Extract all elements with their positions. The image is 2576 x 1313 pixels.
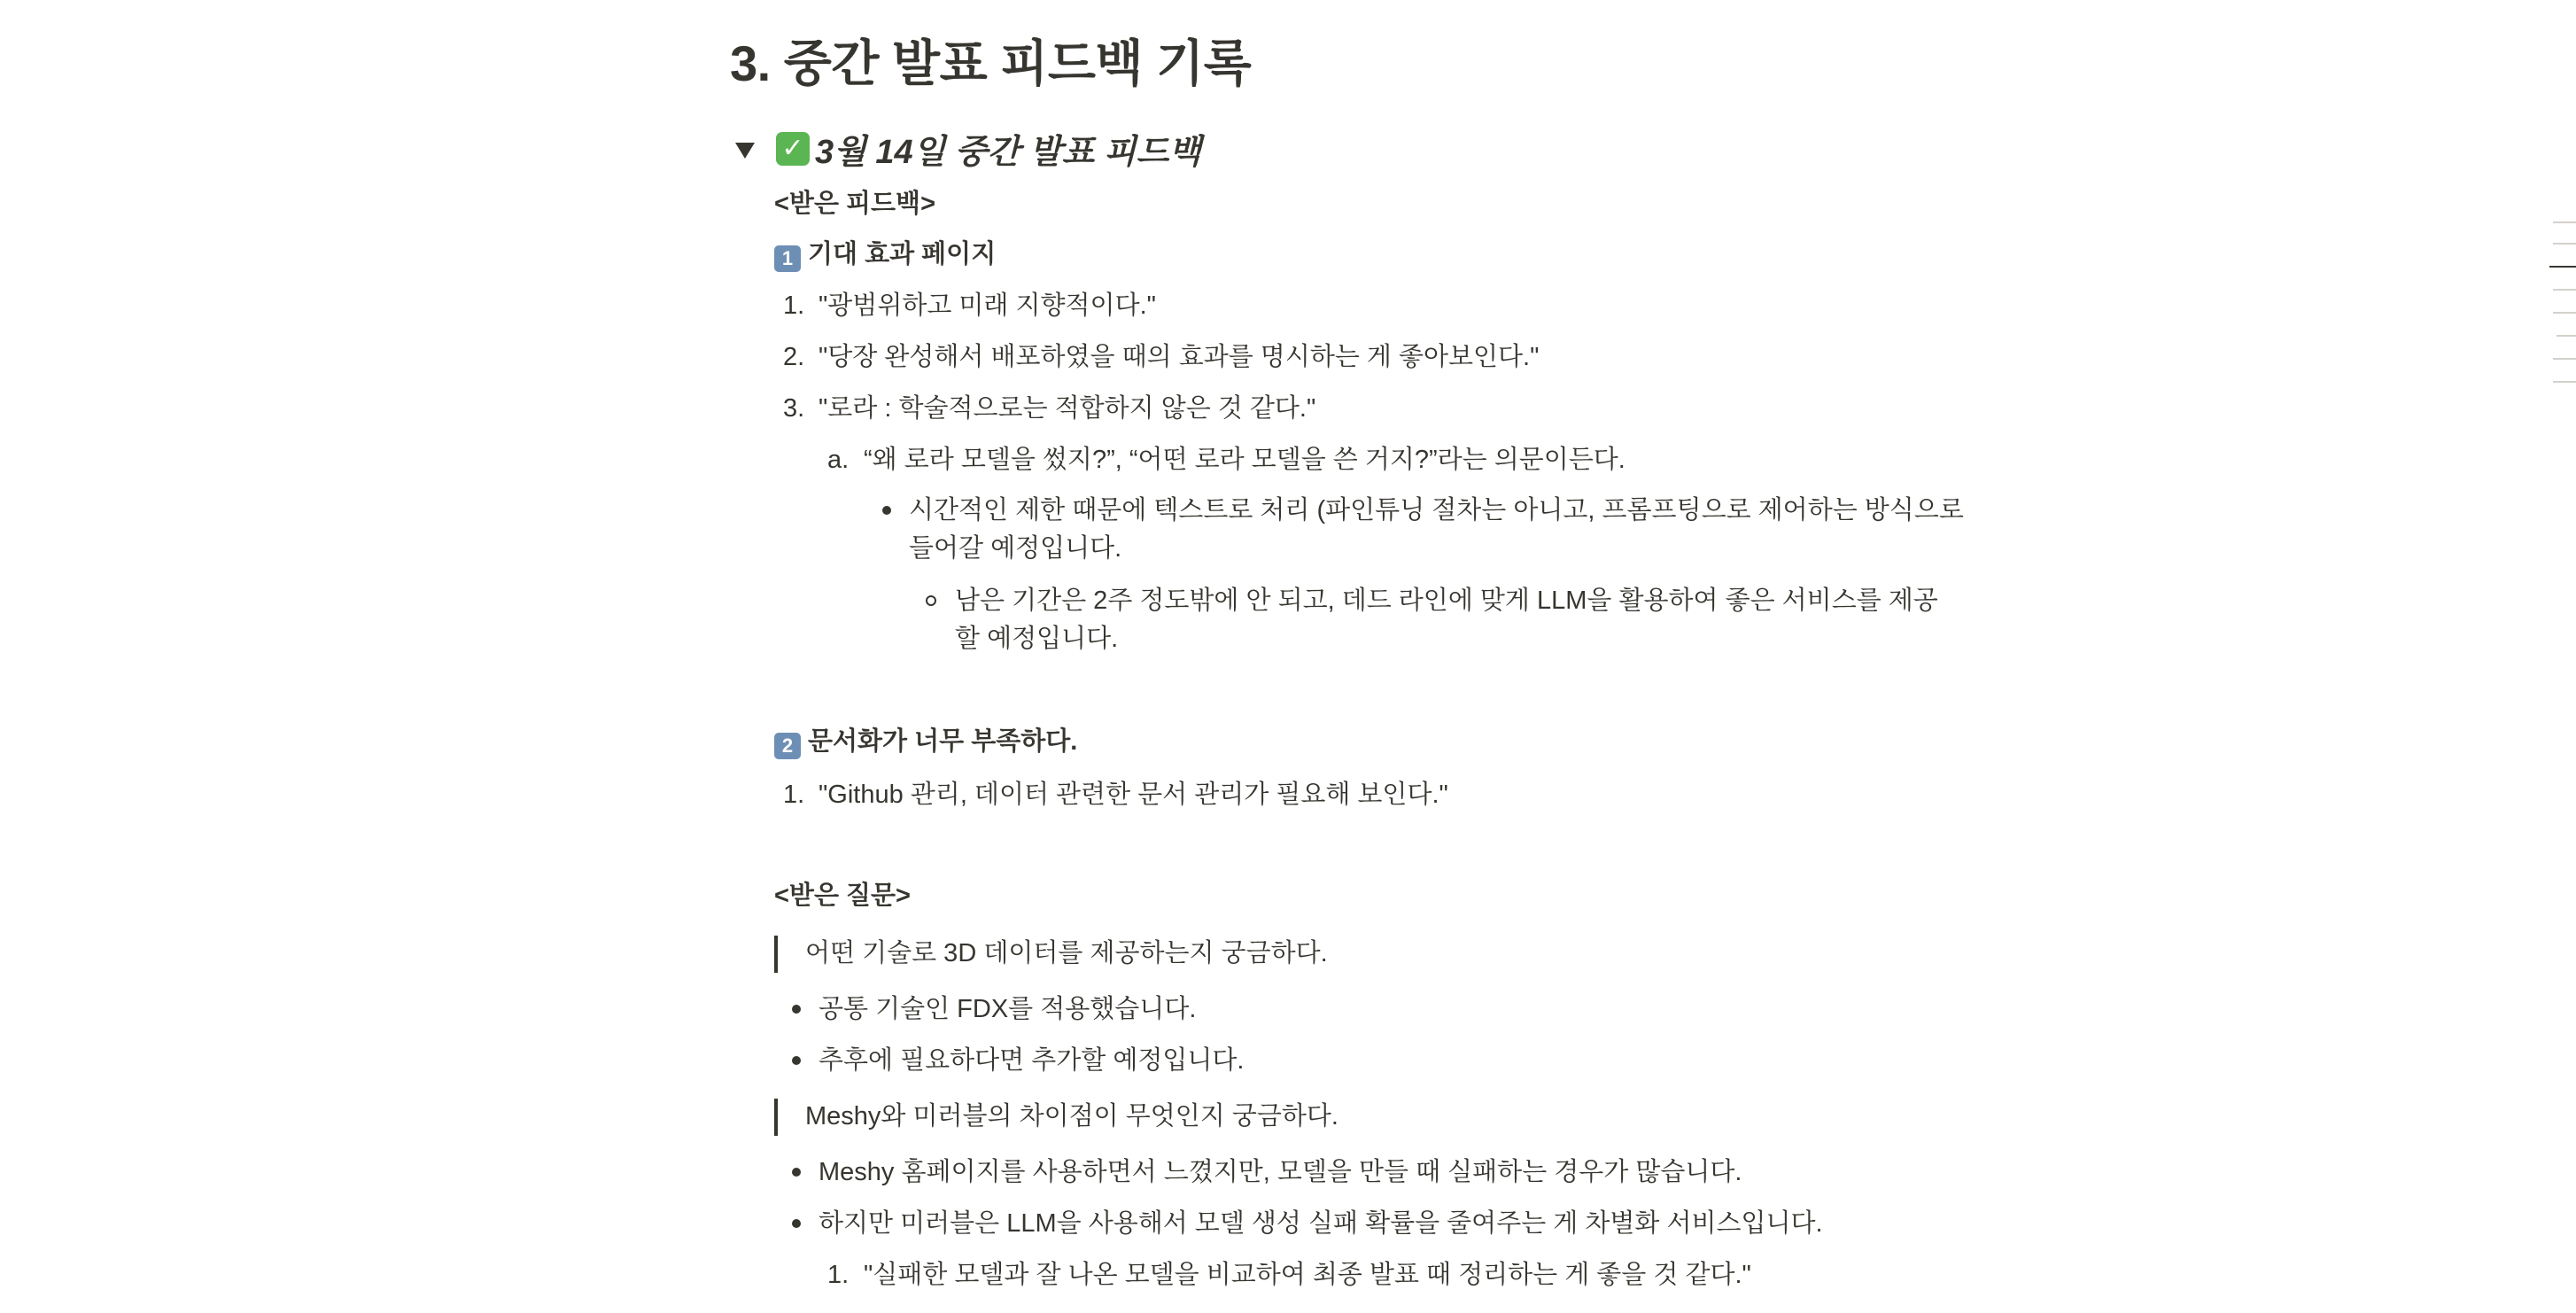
quote-bar [774, 1099, 778, 1136]
answer-item[interactable]: 공통 기술인 FDX를 적용했습니다. [819, 995, 1197, 1023]
toggle-title[interactable]: 3월 14일 중간 발표 피드백 [815, 134, 1202, 171]
keycap-two-icon: 2 [774, 733, 801, 759]
section-heading-1 [774, 236, 996, 273]
bullet-item-line2[interactable]: 들어갈 예정입니다. [909, 534, 1122, 563]
hollow-bullet-icon [926, 595, 936, 606]
list-item-marker: 3. [783, 394, 805, 423]
toc-line[interactable] [2553, 243, 2576, 245]
toc-line[interactable] [2553, 312, 2576, 314]
section-heading-2-label: 문서화가 너무 부족하다. [808, 727, 1078, 756]
list-item-marker: 1. [783, 291, 805, 320]
page-title: 3. 중간 발표 피드백 기록 [730, 35, 1252, 91]
answer-item[interactable]: Meshy 홈페이지를 사용하면서 느꼈지만, 모델을 만들 때 실패하는 경우가 많습니다. [819, 1158, 1742, 1186]
list-item-marker: 2. [783, 343, 805, 371]
bullet-icon [792, 1056, 801, 1065]
sub-list-item[interactable]: "실패한 모델과 잘 나온 모델을 비교하여 최종 발표 때 정리하는 게 좋을 것 같다." [864, 1261, 1751, 1289]
list-item-marker: 1. [783, 781, 805, 809]
quote-bar [774, 936, 778, 973]
list-item[interactable]: "당장 완성해서 배포하였을 때의 효과를 명시하는 게 좋아보인다." [819, 343, 1540, 371]
toc-line[interactable] [2553, 358, 2576, 360]
nested-bullet-item-line1[interactable]: 남은 기간은 2주 정도밖에 안 되고, 데드 라인에 맞게 LLM을 활용하여 좋은 서비스를 제공 [955, 587, 1938, 615]
toggle-triangle-icon[interactable] [735, 143, 755, 159]
answer-item[interactable]: 추후에 필요하다면 추가할 예정입니다. [819, 1046, 1245, 1075]
feedback-header: <받은 피드백> [774, 190, 935, 218]
bullet-icon [882, 506, 891, 515]
toc-line[interactable] [2553, 289, 2576, 291]
bullet-icon [792, 1005, 801, 1014]
toc-line[interactable] [2553, 221, 2576, 223]
nested-bullet-item-line2[interactable]: 할 예정입니다. [955, 625, 1119, 653]
keycap-one-icon: 1 [774, 245, 801, 272]
toc-line-active[interactable] [2549, 266, 2576, 268]
sub-list-item-marker: a. [827, 446, 850, 474]
toc-line[interactable] [2557, 335, 2576, 337]
list-item[interactable]: "Github 관리, 데이터 관련한 문서 관리가 필요해 보인다." [819, 781, 1448, 809]
sub-list-item-marker: 1. [827, 1261, 850, 1289]
section-heading-1-label: 기대 효과 페이지 [808, 240, 997, 268]
quote-question-2[interactable]: Meshy와 미러블의 차이점이 무엇인지 궁금하다. [805, 1102, 1338, 1130]
bullet-item-line1[interactable]: 시간적인 제한 때문에 텍스트로 처리 (파인튜닝 절차는 아니고, 프롬프팅으로 제어하는 방식으로 [909, 496, 1964, 524]
answer-item[interactable]: 하지만 미러블은 LLM을 사용해서 모델 생성 실패 확률을 줄여주는 게 차별화 서비스입니다. [819, 1209, 1823, 1238]
section-heading-2 [774, 723, 1077, 760]
quote-question-1[interactable]: 어떤 기술로 3D 데이터를 제공하는지 궁금하다. [805, 939, 1328, 967]
check-mark-button-icon: ✓ [776, 132, 810, 166]
questions-header: <받은 질문> [774, 882, 911, 910]
list-item[interactable]: "광범위하고 미래 지향적이다." [819, 291, 1156, 320]
sub-list-item[interactable]: “왜 로라 모델을 썼지?”, “어떤 로라 모델을 쓴 거지?”라는 의문이든다. [864, 446, 1626, 474]
toc-line[interactable] [2553, 381, 2576, 383]
bullet-icon [792, 1219, 801, 1228]
list-item[interactable]: "로라 : 학술적으로는 적합하지 않은 것 같다." [819, 394, 1316, 423]
toggle-heading[interactable] [735, 124, 1201, 173]
bullet-icon [792, 1168, 801, 1177]
